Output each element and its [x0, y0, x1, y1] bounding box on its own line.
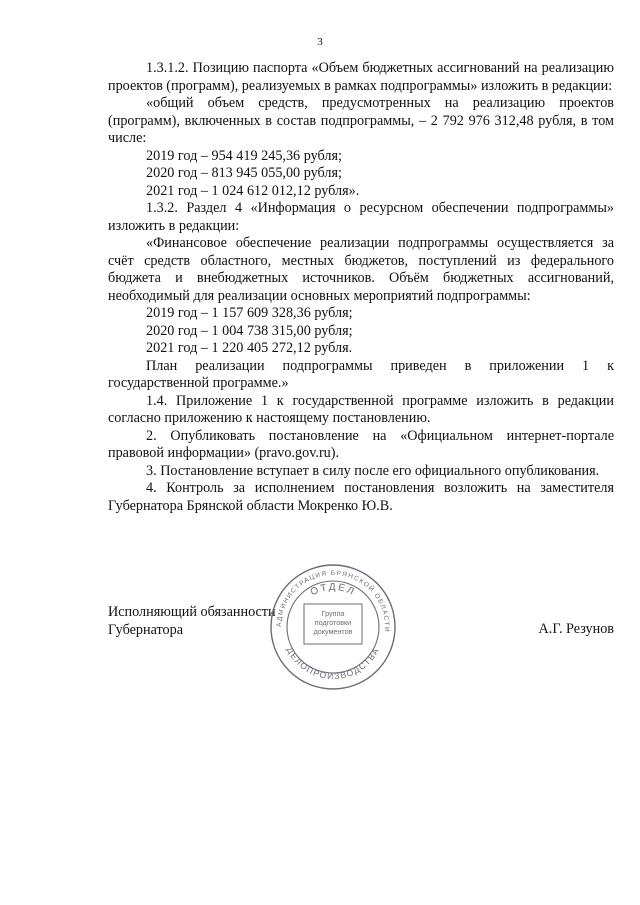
paragraph: 1.3.2. Раздел 4 «Информация о ресурсном обеспечении подпрограммы» изложить в редакции:	[108, 200, 614, 234]
stamp-lower-arc: ДЕЛОПРОИЗВОДСТВА	[284, 645, 382, 682]
paragraph: План реализации подпрограммы приведен в приложении 1 к государственной программе.»	[108, 357, 614, 391]
paragraph: «общий объем средств, предусмотренных на реализацию проектов (программ), включенных в состав подпрограммы, – 2 792 976 312,48 рубля, в том числе:	[108, 95, 614, 146]
stamp-ring-text: АДМИНИСТРАЦИЯ БРЯНСКОЙ ОБЛАСТИ	[275, 569, 391, 634]
signatory-title	[108, 603, 276, 639]
stamp-upper-arc: ОТДЕЛ	[308, 581, 358, 599]
stamp-center-line: Группа	[321, 609, 345, 618]
paragraph: 2021 год – 1 220 405 272,12 рубля.	[146, 340, 353, 356]
paragraph: 1.4. Приложение 1 к государственной программе изложить в редакции согласно приложению к настоящему постановлению.	[108, 392, 614, 426]
paragraph: «Финансовое обеспечение реализации подпрограммы осуществляется за счёт средств областного, местных бюджетов, поступлений из федерального бюджета и внебюджетных источников. Объём бюджетных ассигнований, необходимый для реализации основных мероприятий подпрограммы:	[108, 235, 614, 304]
signatory-title-line: Губернатора	[108, 622, 184, 638]
stamp-center-line: подготовки	[314, 618, 352, 627]
office-stamp	[268, 562, 398, 692]
paragraph: 4. Контроль за исполнением постановления возложить на заместителя Губернатора Брянской области Мокренко Ю.В.	[108, 480, 614, 514]
paragraph: 2020 год – 813 945 055,00 рубля;	[146, 165, 342, 181]
stamp-center-line: документов	[313, 627, 353, 636]
document-body	[108, 60, 614, 515]
paragraph: 2021 год – 1 024 612 012,12 рубля».	[146, 182, 360, 199]
paragraph: 2020 год – 1 004 738 315,00 рубля;	[146, 322, 353, 339]
signatory-name: А.Г. Резунов	[538, 621, 614, 637]
paragraph: 2. Опубликовать постановление на «Официальном интернет-портале правовой информации» (pravo.gov.ru).	[108, 427, 614, 461]
paragraph: 2019 год – 1 157 609 328,36 рубля;	[146, 305, 353, 321]
paragraph: 3. Постановление вступает в силу после его официального опубликования.	[146, 462, 600, 479]
page-number: 3	[317, 36, 323, 48]
paragraph: 1.3.1.2. Позицию паспорта «Объем бюджетных ассигнований на реализацию проектов (программ), реализуемых в рамках подпрограммы» изложить в редакции:	[108, 60, 614, 94]
signatory-title-line: Исполняющий обязанности	[108, 604, 276, 620]
paragraph: 2019 год – 954 419 245,36 рубля;	[146, 147, 342, 164]
